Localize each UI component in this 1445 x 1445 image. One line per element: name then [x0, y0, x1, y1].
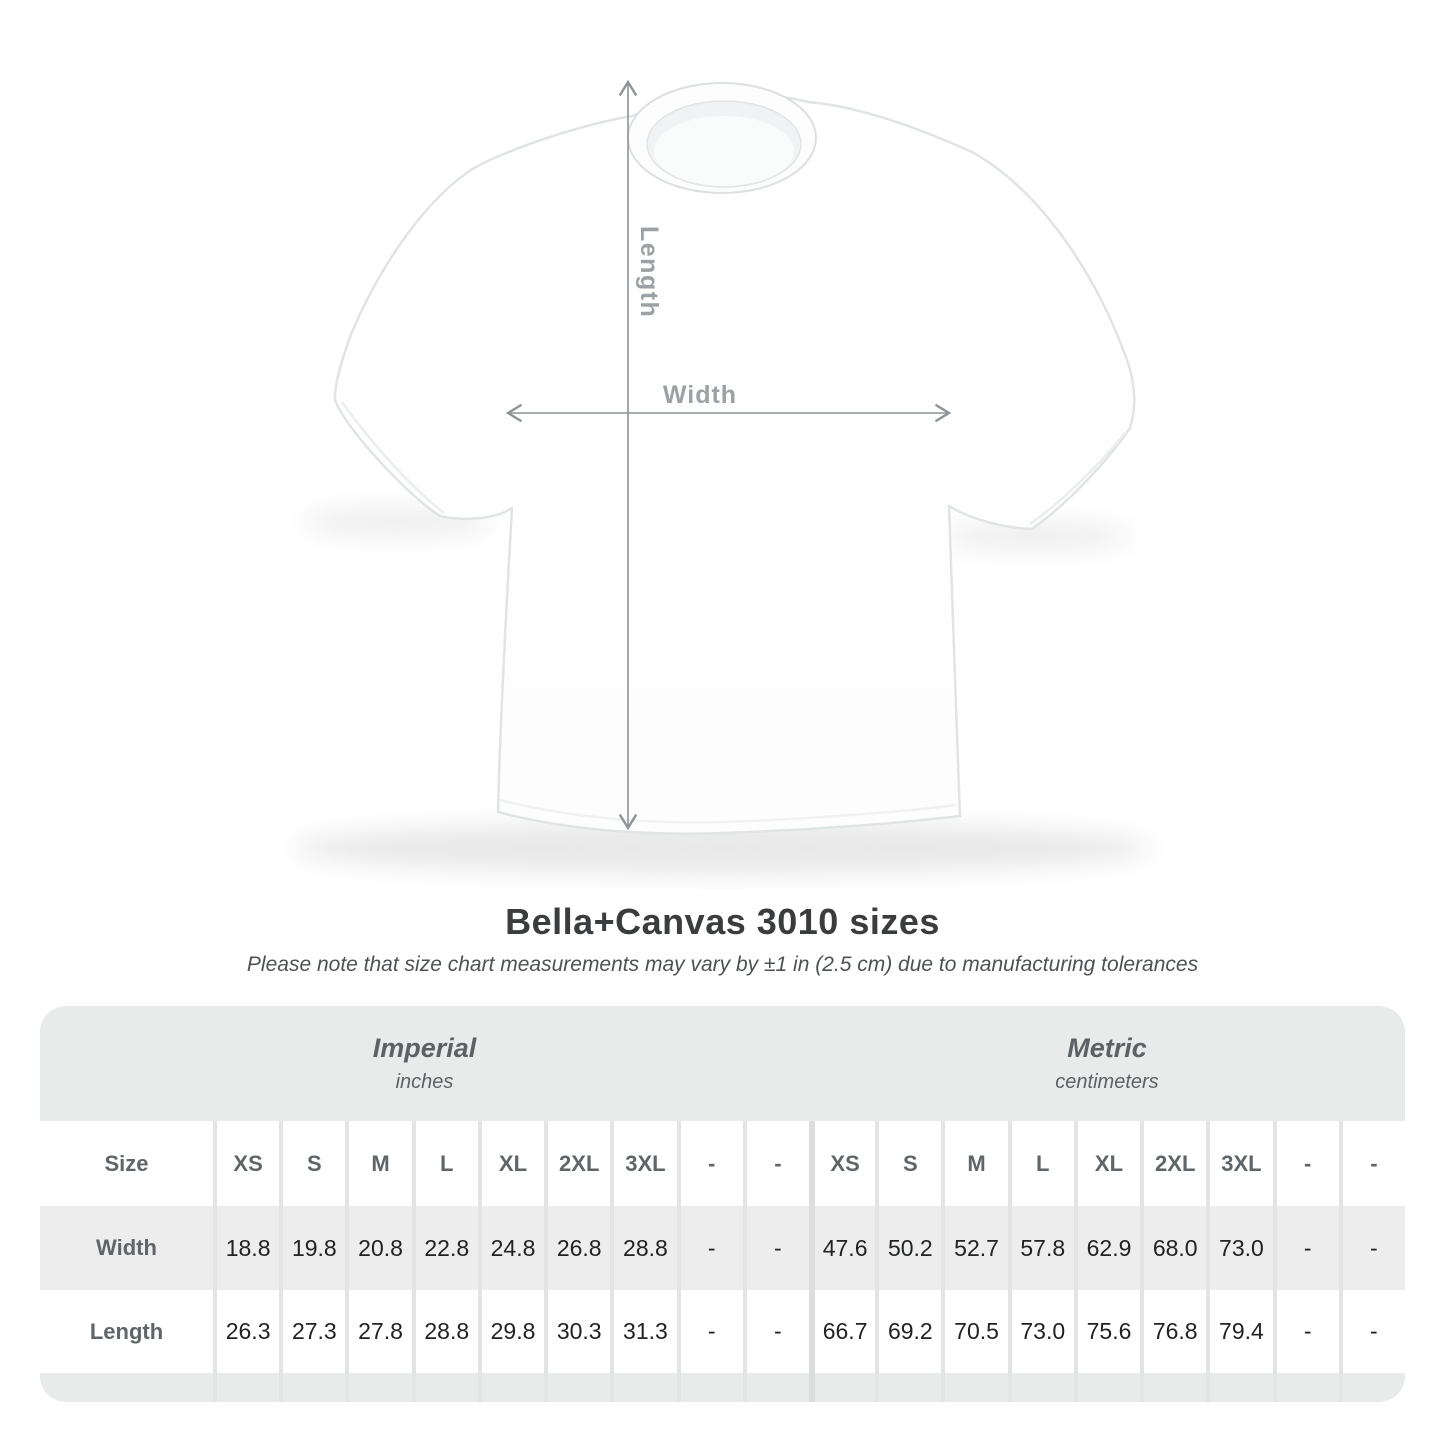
table-cell: L	[1008, 1121, 1074, 1206]
row-label-size: Size	[40, 1121, 213, 1206]
table-cell: 47.6	[809, 1206, 875, 1290]
imperial-title: Imperial	[372, 1033, 477, 1063]
table-footer-cell	[478, 1373, 544, 1402]
table-cell: -	[1339, 1290, 1405, 1373]
table-cell: 2XL	[1140, 1121, 1206, 1206]
table-footer-cell	[1140, 1373, 1206, 1402]
table-cell: -	[1273, 1206, 1339, 1290]
table-cell: S	[875, 1121, 941, 1206]
table-cell: -	[677, 1290, 743, 1373]
table-cell: -	[1273, 1290, 1339, 1373]
table-cell: 27.3	[279, 1290, 345, 1373]
table-cell: 69.2	[875, 1290, 941, 1373]
table-cell: 79.4	[1206, 1290, 1272, 1373]
table-footer-cell	[412, 1373, 478, 1402]
table-cell: M	[345, 1121, 411, 1206]
page-title: Bella+Canvas 3010 sizes	[505, 901, 940, 942]
table-cell: XL	[478, 1121, 544, 1206]
table-footer-cell	[941, 1373, 1007, 1402]
table-cell: 31.3	[610, 1290, 676, 1373]
table-cell: M	[941, 1121, 1007, 1206]
table-footer-cell	[1273, 1373, 1339, 1402]
table-cell: 22.8	[412, 1206, 478, 1290]
table-cell: -	[1339, 1206, 1405, 1290]
table-cell: 62.9	[1074, 1206, 1140, 1290]
table-cell: 27.8	[345, 1290, 411, 1373]
table-cell: 3XL	[610, 1121, 676, 1206]
table-cell: 57.8	[1008, 1206, 1074, 1290]
table-cell: -	[1273, 1121, 1339, 1206]
length-label: Length	[635, 226, 663, 319]
table-footer-cell	[345, 1373, 411, 1402]
table-cell: 76.8	[1140, 1290, 1206, 1373]
table-cell: 70.5	[941, 1290, 1007, 1373]
table-cell: 2XL	[544, 1121, 610, 1206]
table-cell: 26.3	[213, 1290, 279, 1373]
table-cell: XS	[213, 1121, 279, 1206]
table-cell: -	[743, 1290, 809, 1373]
table-cell: 52.7	[941, 1206, 1007, 1290]
table-footer-cell	[610, 1373, 676, 1402]
table-cell: 73.0	[1008, 1290, 1074, 1373]
table-cell: 73.0	[1206, 1206, 1272, 1290]
table-cell: S	[279, 1121, 345, 1206]
table-cell: 18.8	[213, 1206, 279, 1290]
table-cell: 3XL	[1206, 1121, 1272, 1206]
row-label-length: Length	[40, 1290, 213, 1373]
table-footer-cell	[809, 1373, 875, 1402]
table-cell: 75.6	[1074, 1290, 1140, 1373]
table-cell: L	[412, 1121, 478, 1206]
table-cell: 50.2	[875, 1206, 941, 1290]
table-cell: XL	[1074, 1121, 1140, 1206]
tolerance-note: Please note that size chart measurements may vary by ±1 in (2.5 cm) due to manufacturing tolerances	[246, 953, 1199, 976]
size-table	[40, 1006, 1405, 1402]
table-cell: 68.0	[1140, 1206, 1206, 1290]
table-cell: 26.8	[544, 1206, 610, 1290]
metric-title: Metric	[1067, 1033, 1147, 1063]
table-cell: -	[1339, 1121, 1405, 1206]
table-footer-cell	[743, 1373, 809, 1402]
table-cell: 19.8	[279, 1206, 345, 1290]
table-footer-cell	[40, 1373, 213, 1402]
table-footer-cell	[1074, 1373, 1140, 1402]
table-footer-cell	[213, 1373, 279, 1402]
table-cell: -	[677, 1206, 743, 1290]
table-footer-cell	[1206, 1373, 1272, 1402]
table-footer-cell	[1339, 1373, 1405, 1402]
table-footer-cell	[544, 1373, 610, 1402]
table-cell: 24.8	[478, 1206, 544, 1290]
table-cell: 28.8	[610, 1206, 676, 1290]
table-cell: 28.8	[412, 1290, 478, 1373]
imperial-header	[40, 1006, 809, 1121]
table-cell: 29.8	[478, 1290, 544, 1373]
table-cell: -	[743, 1206, 809, 1290]
width-label: Width	[662, 381, 738, 409]
row-label-width: Width	[40, 1206, 213, 1290]
metric-unit: centimeters	[1055, 1071, 1159, 1093]
table-footer-cell	[1008, 1373, 1074, 1402]
imperial-unit: inches	[395, 1071, 454, 1093]
table-cell: 30.3	[544, 1290, 610, 1373]
table-footer-cell	[875, 1373, 941, 1402]
tshirt-illustration	[335, 83, 1134, 834]
metric-header	[809, 1006, 1405, 1121]
table-footer-cell	[279, 1373, 345, 1402]
table-cell: -	[677, 1121, 743, 1206]
table-cell: -	[743, 1121, 809, 1206]
table-cell: 20.8	[345, 1206, 411, 1290]
table-cell: XS	[809, 1121, 875, 1206]
table-cell: 66.7	[809, 1290, 875, 1373]
table-footer-cell	[677, 1373, 743, 1402]
